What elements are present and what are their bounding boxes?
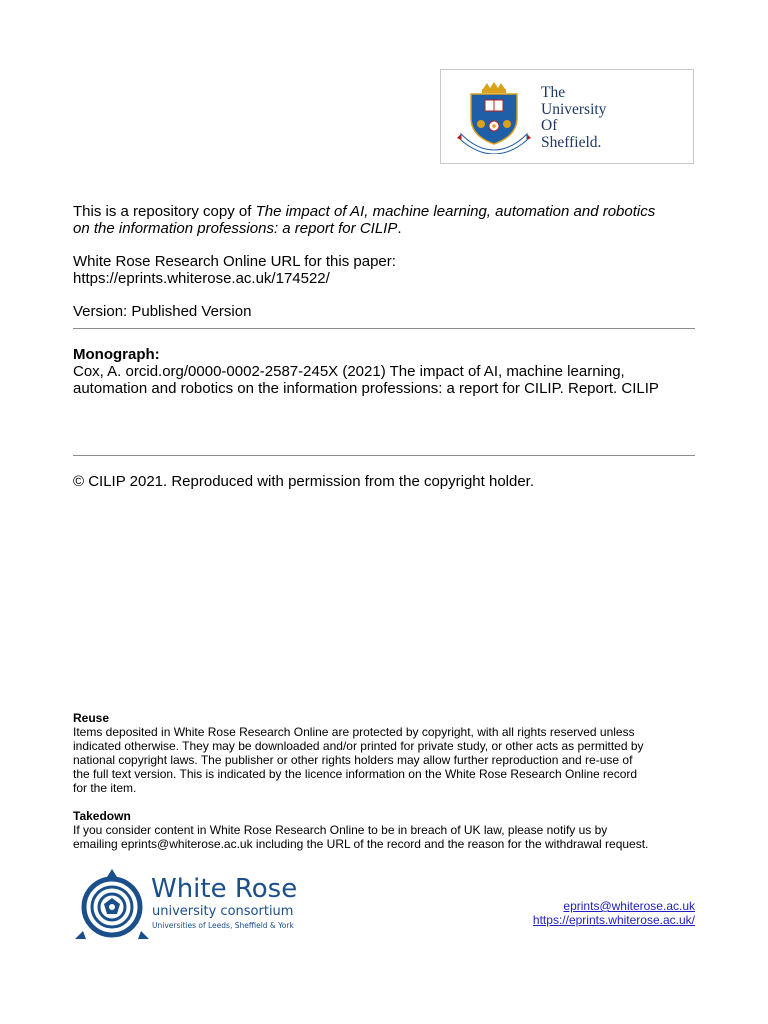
repository-intro (73, 203, 713, 237)
takedown-line: If you consider content in White Rose Research Online to be in breach of UK law, please notify us by (73, 823, 608, 837)
citation-heading: Monograph: (73, 346, 160, 363)
paper-url[interactable]: https://eprints.whiterose.ac.uk/174522/ (73, 270, 330, 287)
reuse-line: national copyright laws. The publisher or other rights holders may allow further reproduction and re-use of (73, 753, 633, 767)
paper-title-line2: on the information professions: a report for CILIP (73, 220, 398, 237)
reuse-section (73, 711, 644, 795)
citation-line: Cox, A. orcid.org/0000-0002-2587-245X (2021) The impact of AI, machine learning, (73, 363, 625, 380)
university-of-sheffield-logo (440, 69, 694, 164)
university-crest-icon (457, 80, 531, 154)
white-rose-consortium-logo (73, 867, 298, 941)
url-block (73, 253, 396, 287)
university-name-line: Of (541, 117, 558, 134)
url-label: White Rose Research Online URL for this paper: (73, 253, 396, 270)
citation-line: automation and robotics on the information professions: a report for CILIP. Report. CILIP (73, 380, 659, 397)
reuse-line: for the item. (73, 781, 137, 795)
citation-block (73, 346, 659, 397)
version-text: Version: Published Version (73, 303, 252, 320)
footer-links (533, 899, 695, 927)
university-name-line: University (541, 100, 607, 118)
paper-title-line1: The impact of AI, machine learning, automation and robotics (255, 203, 656, 220)
university-name-line: Sheffield. (541, 133, 602, 151)
title-suffix: . (397, 220, 402, 237)
white-rose-emblem-icon (73, 867, 151, 941)
university-name-line: The (541, 84, 566, 101)
reuse-heading: Reuse (73, 711, 110, 725)
copyright-notice: © CILIP 2021. Reproduced with permission from the copyright holder. (73, 473, 535, 490)
intro-prefix: This is a repository copy of (73, 203, 256, 220)
takedown-line: emailing eprints@whiterose.ac.uk including the URL of the record and the reason for the withdrawal request. (73, 837, 649, 851)
takedown-section (73, 809, 648, 851)
reuse-line: Items deposited in White Rose Research Online are protected by copyright, with all rights reserved unless (73, 725, 635, 739)
reuse-line: the full text version. This is indicated by the licence information on the White Rose Research Online record (73, 767, 638, 781)
white-rose-subtitle: university consortium (152, 904, 294, 919)
university-name (541, 85, 606, 151)
white-rose-universities: Universities of Leeds, Sheffield & York (152, 921, 294, 930)
divider (73, 455, 695, 456)
website-link[interactable]: https://eprints.whiterose.ac.uk/ (532, 913, 695, 927)
takedown-heading: Takedown (73, 809, 131, 823)
divider (73, 328, 695, 329)
email-link[interactable]: eprints@whiterose.ac.uk (563, 899, 695, 913)
reuse-line: indicated otherwise. They may be downloaded and/or printed for private study, or other acts as permitted by (73, 739, 644, 753)
white-rose-name: White Rose (151, 874, 298, 904)
